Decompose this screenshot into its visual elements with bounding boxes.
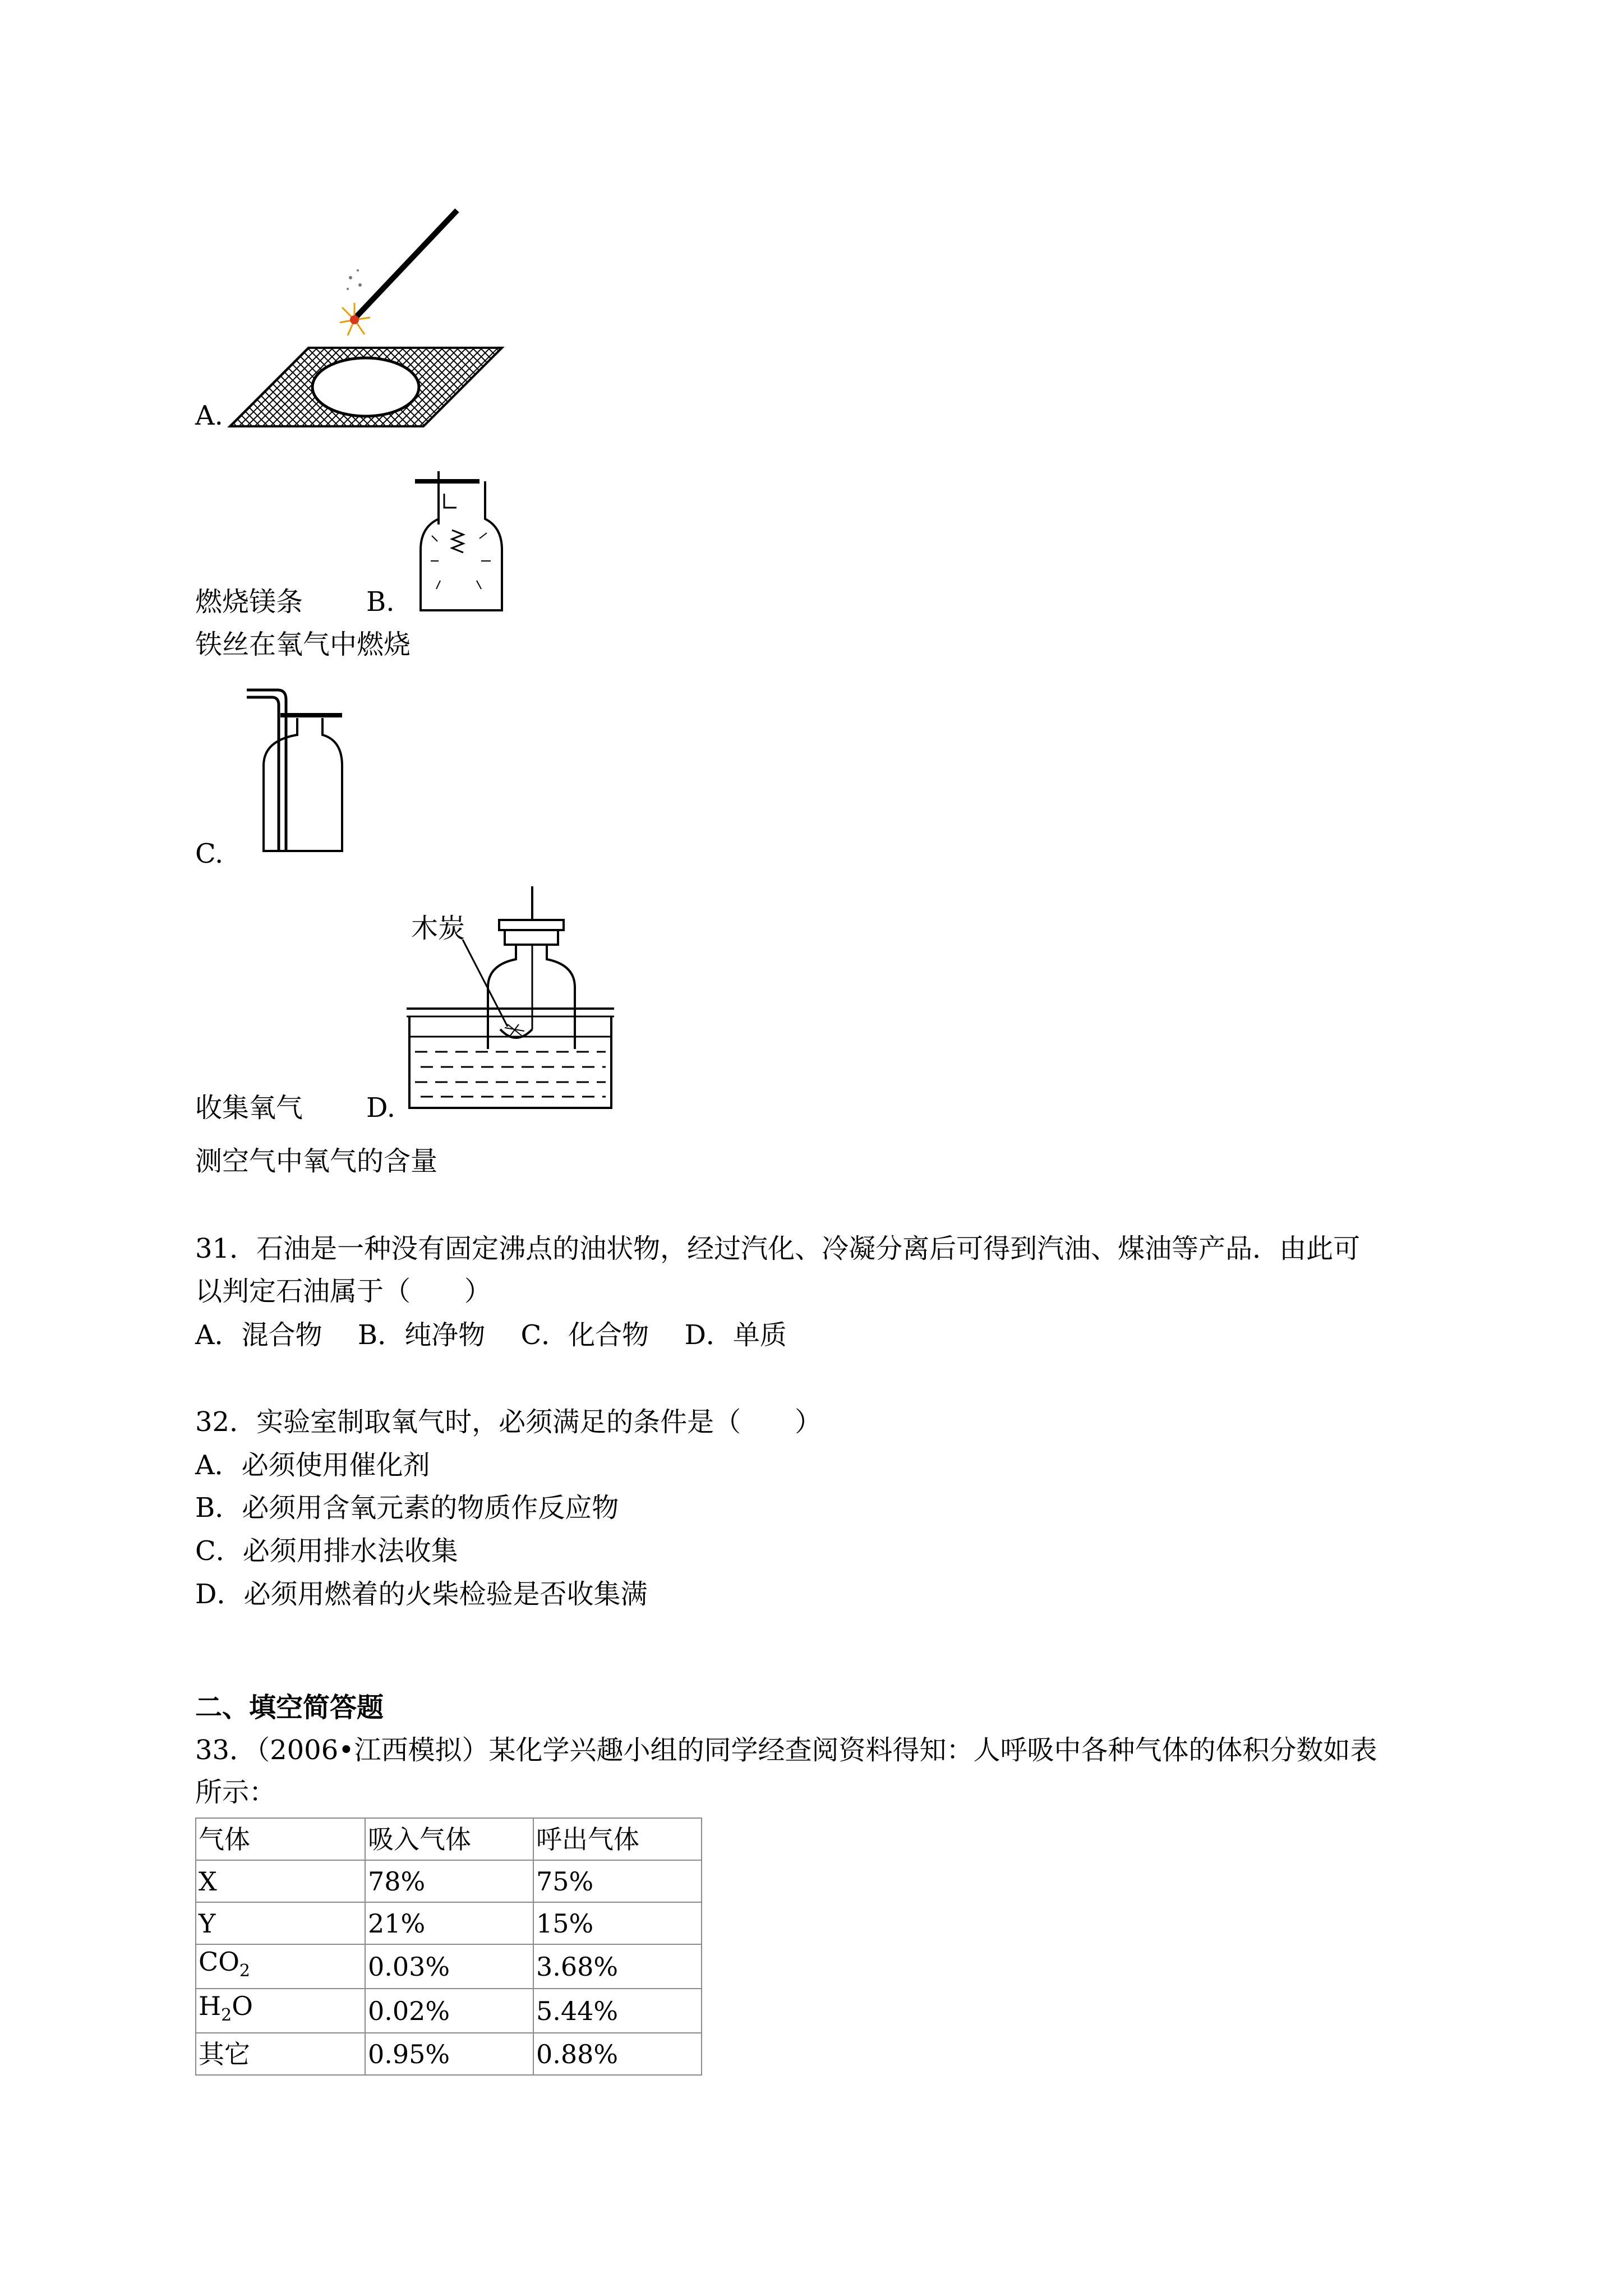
cell-gas: $CO_2$ xyxy=(196,1944,365,1989)
figure-a-magnesium-burning xyxy=(230,208,522,443)
q31-stem-line1: 31．石油是一种没有固定沸点的油状物，经过汽化、冷凝分离后可得到汽油、煤油等产品．由此可 xyxy=(195,1233,1361,1264)
table-row xyxy=(196,2033,702,2075)
table-row xyxy=(196,1860,702,1902)
cell-exhaled: 5.44% xyxy=(533,1989,702,2033)
q32-option-a: A．必须使用催化剂 xyxy=(195,1450,430,1481)
cell-inhaled: 0.02% xyxy=(365,1989,533,2033)
cell-exhaled: 15% xyxy=(533,1902,702,1944)
table-row xyxy=(196,1989,702,2033)
figure-b-iron-wire-burning xyxy=(409,471,522,617)
figure-c-label: C. xyxy=(195,838,224,869)
figure-a-caption: 燃烧镁条 xyxy=(195,586,303,618)
q31-stem-line2: 以判定石油属于（ ） xyxy=(195,1276,492,1307)
figure-d-charcoal-label: 木炭 xyxy=(411,913,465,944)
figure-d-label: D. xyxy=(366,1092,396,1124)
table-row xyxy=(196,1944,702,1989)
q32-stem: 32．实验室制取氧气时，必须满足的条件是（ ） xyxy=(195,1406,822,1438)
cell-exhaled: 75% xyxy=(533,1860,702,1902)
figure-b-label: B. xyxy=(366,586,395,618)
figure-c-gas-collection-bottle xyxy=(247,687,351,855)
header-gas: 气体 xyxy=(196,1818,365,1860)
q33-stem-line2: 所示： xyxy=(195,1777,276,1808)
figure-a-label: A. xyxy=(195,400,223,431)
gas-volume-table xyxy=(195,1818,702,2076)
table-header-row xyxy=(196,1818,702,1860)
figure-c-caption: 收集氧气 xyxy=(195,1092,303,1124)
header-inhaled: 吸入气体 xyxy=(365,1818,533,1860)
cell-inhaled: 0.95% xyxy=(365,2033,533,2075)
figure-b-caption: 铁丝在氧气中燃烧 xyxy=(195,629,411,660)
cell-exhaled: 0.88% xyxy=(533,2033,702,2075)
q32-option-d: D．必须用燃着的火柴检验是否收集满 xyxy=(195,1579,648,1610)
cell-gas: 其它 xyxy=(196,2033,365,2075)
cell-inhaled: 0.03% xyxy=(365,1944,533,1989)
cell-gas: X xyxy=(196,1860,365,1902)
cell-gas: Y xyxy=(196,1902,365,1944)
q33-stem-line1: 33．（2006•江西模拟）某化学兴趣小组的同学经查阅资料得知：人呼吸中各种气体的体积分数如表 xyxy=(195,1734,1377,1766)
section-heading: 二、填空简答题 xyxy=(195,1692,384,1723)
table-row xyxy=(196,1902,702,1944)
cell-gas: $H_2O$ xyxy=(196,1989,365,2033)
figure-d-caption: 测空气中氧气的含量 xyxy=(195,1145,438,1177)
cell-exhaled: 3.68% xyxy=(533,1944,702,1989)
q32-option-b: B．必须用含氧元素的物质作反应物 xyxy=(195,1492,619,1524)
q31-options: A．混合物 B．纯净物 C．化合物 D．单质 xyxy=(195,1319,787,1351)
q32-option-c: C．必须用排水法收集 xyxy=(195,1535,458,1567)
cell-inhaled: 78% xyxy=(365,1860,533,1902)
cell-inhaled: 21% xyxy=(365,1902,533,1944)
header-exhaled: 呼出气体 xyxy=(533,1818,702,1860)
